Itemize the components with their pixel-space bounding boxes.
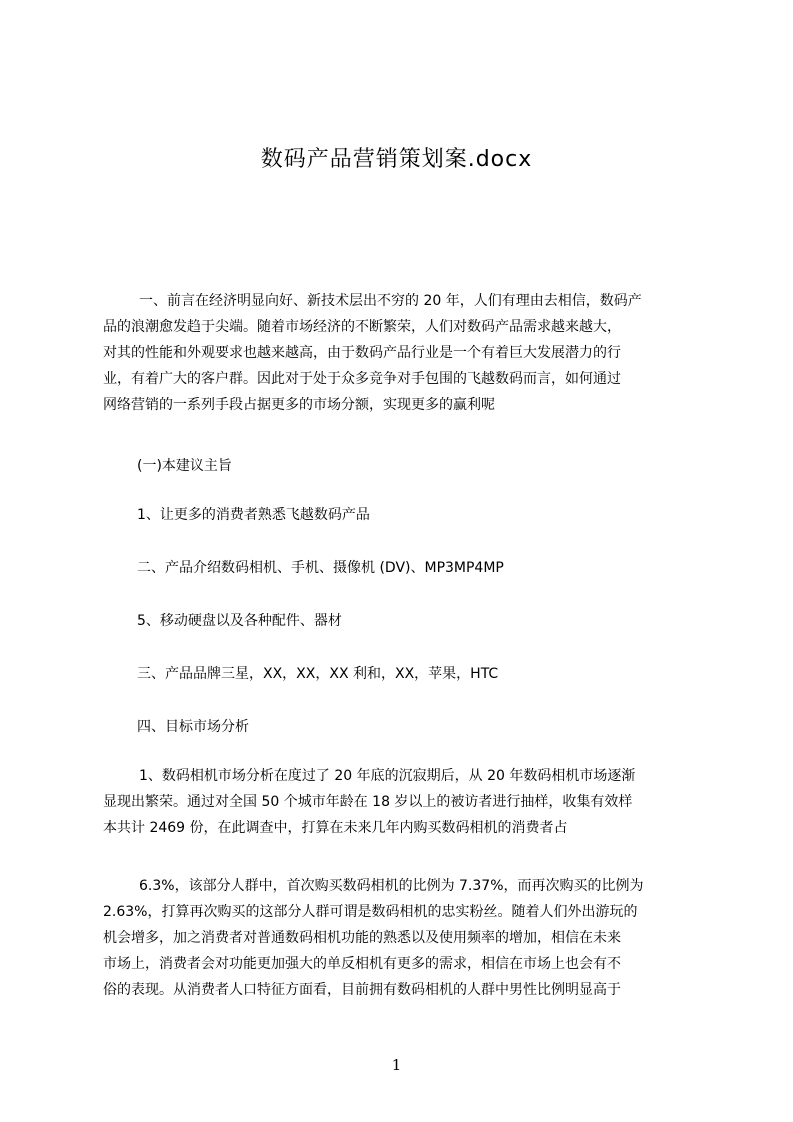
section-brands-heading: 三、产品品牌三星，XX，XX，XX 利和，XX，苹果，HTC	[137, 666, 499, 682]
section-purpose-heading: (一)本建议主旨	[137, 458, 232, 474]
intro-line: 对其的性能和外观要求也越来越高，由于数码产品行业是一个有着巨大发展潜力的行	[103, 345, 621, 361]
market-line: 显现出繁荣。通过对全国 50 个城市年龄在 18 岁以上的被访者进行抽样，收集有效样	[103, 794, 633, 810]
market-line: 1、数码相机市场分析在度过了 20 年底的沉寂期后，从 20 年数码相机市场逐渐	[139, 768, 636, 784]
market-line: 本共计 2469 份，在此调查中，打算在未来几年内购买数码相机的消费者占	[103, 820, 568, 836]
section-purpose-item: 1、让更多的消费者熟悉飞越数码产品	[137, 507, 370, 523]
analysis-line: 2.63%，打算再次购买的这部分人群可谓是数码相机的忠实粉丝。随着人们外出游玩的	[103, 904, 638, 920]
analysis-line: 市场上，消费者会对功能更加强大的单反相机有更多的需求，相信在市场上也会有不	[103, 956, 621, 972]
intro-paragraph	[103, 288, 713, 418]
market-analysis-paragraph	[103, 763, 713, 841]
intro-line: 业，有着广大的客户群。因此对于处于众多竞争对手包围的飞越数码而言，如何通过	[103, 371, 621, 387]
analysis-line: 机会增多，加之消费者对普通数码相机功能的熟悉以及使用频率的增加，相信在未来	[103, 930, 621, 946]
page-number: 1	[391, 1056, 402, 1074]
section-products-continued: 5、移动硬盘以及各种配件、器材	[137, 613, 342, 629]
analysis-line: 俗的表现。从消费者人口特征方面看，目前拥有数码相机的人群中男性比例明显高于	[103, 982, 621, 998]
analysis-line: 6.3%，该部分人群中，首次购买数码相机的比例为 7.37%，而再次购买的比例为	[139, 878, 644, 894]
section-market-heading: 四、目标市场分析	[137, 719, 249, 735]
section-products-heading: 二、产品介绍数码相机、手机、摄像机 (DV)、MP3MP4MP	[137, 560, 504, 576]
intro-line: 一、前言在经济明显向好、新技术层出不穷的 20 年，人们有理由去相信，数码产	[139, 293, 642, 309]
document-title: 数码产品营销策划案.docx	[260, 147, 533, 172]
intro-line: 品的浪潮愈发趋于尖端。随着市场经济的不断繁荣，人们对数码产品需求越来越大，	[103, 319, 621, 335]
consumer-analysis-paragraph	[103, 873, 713, 1003]
intro-line: 网络营销的一系列手段占据更多的市场分额，实现更多的赢利呢	[103, 397, 495, 413]
